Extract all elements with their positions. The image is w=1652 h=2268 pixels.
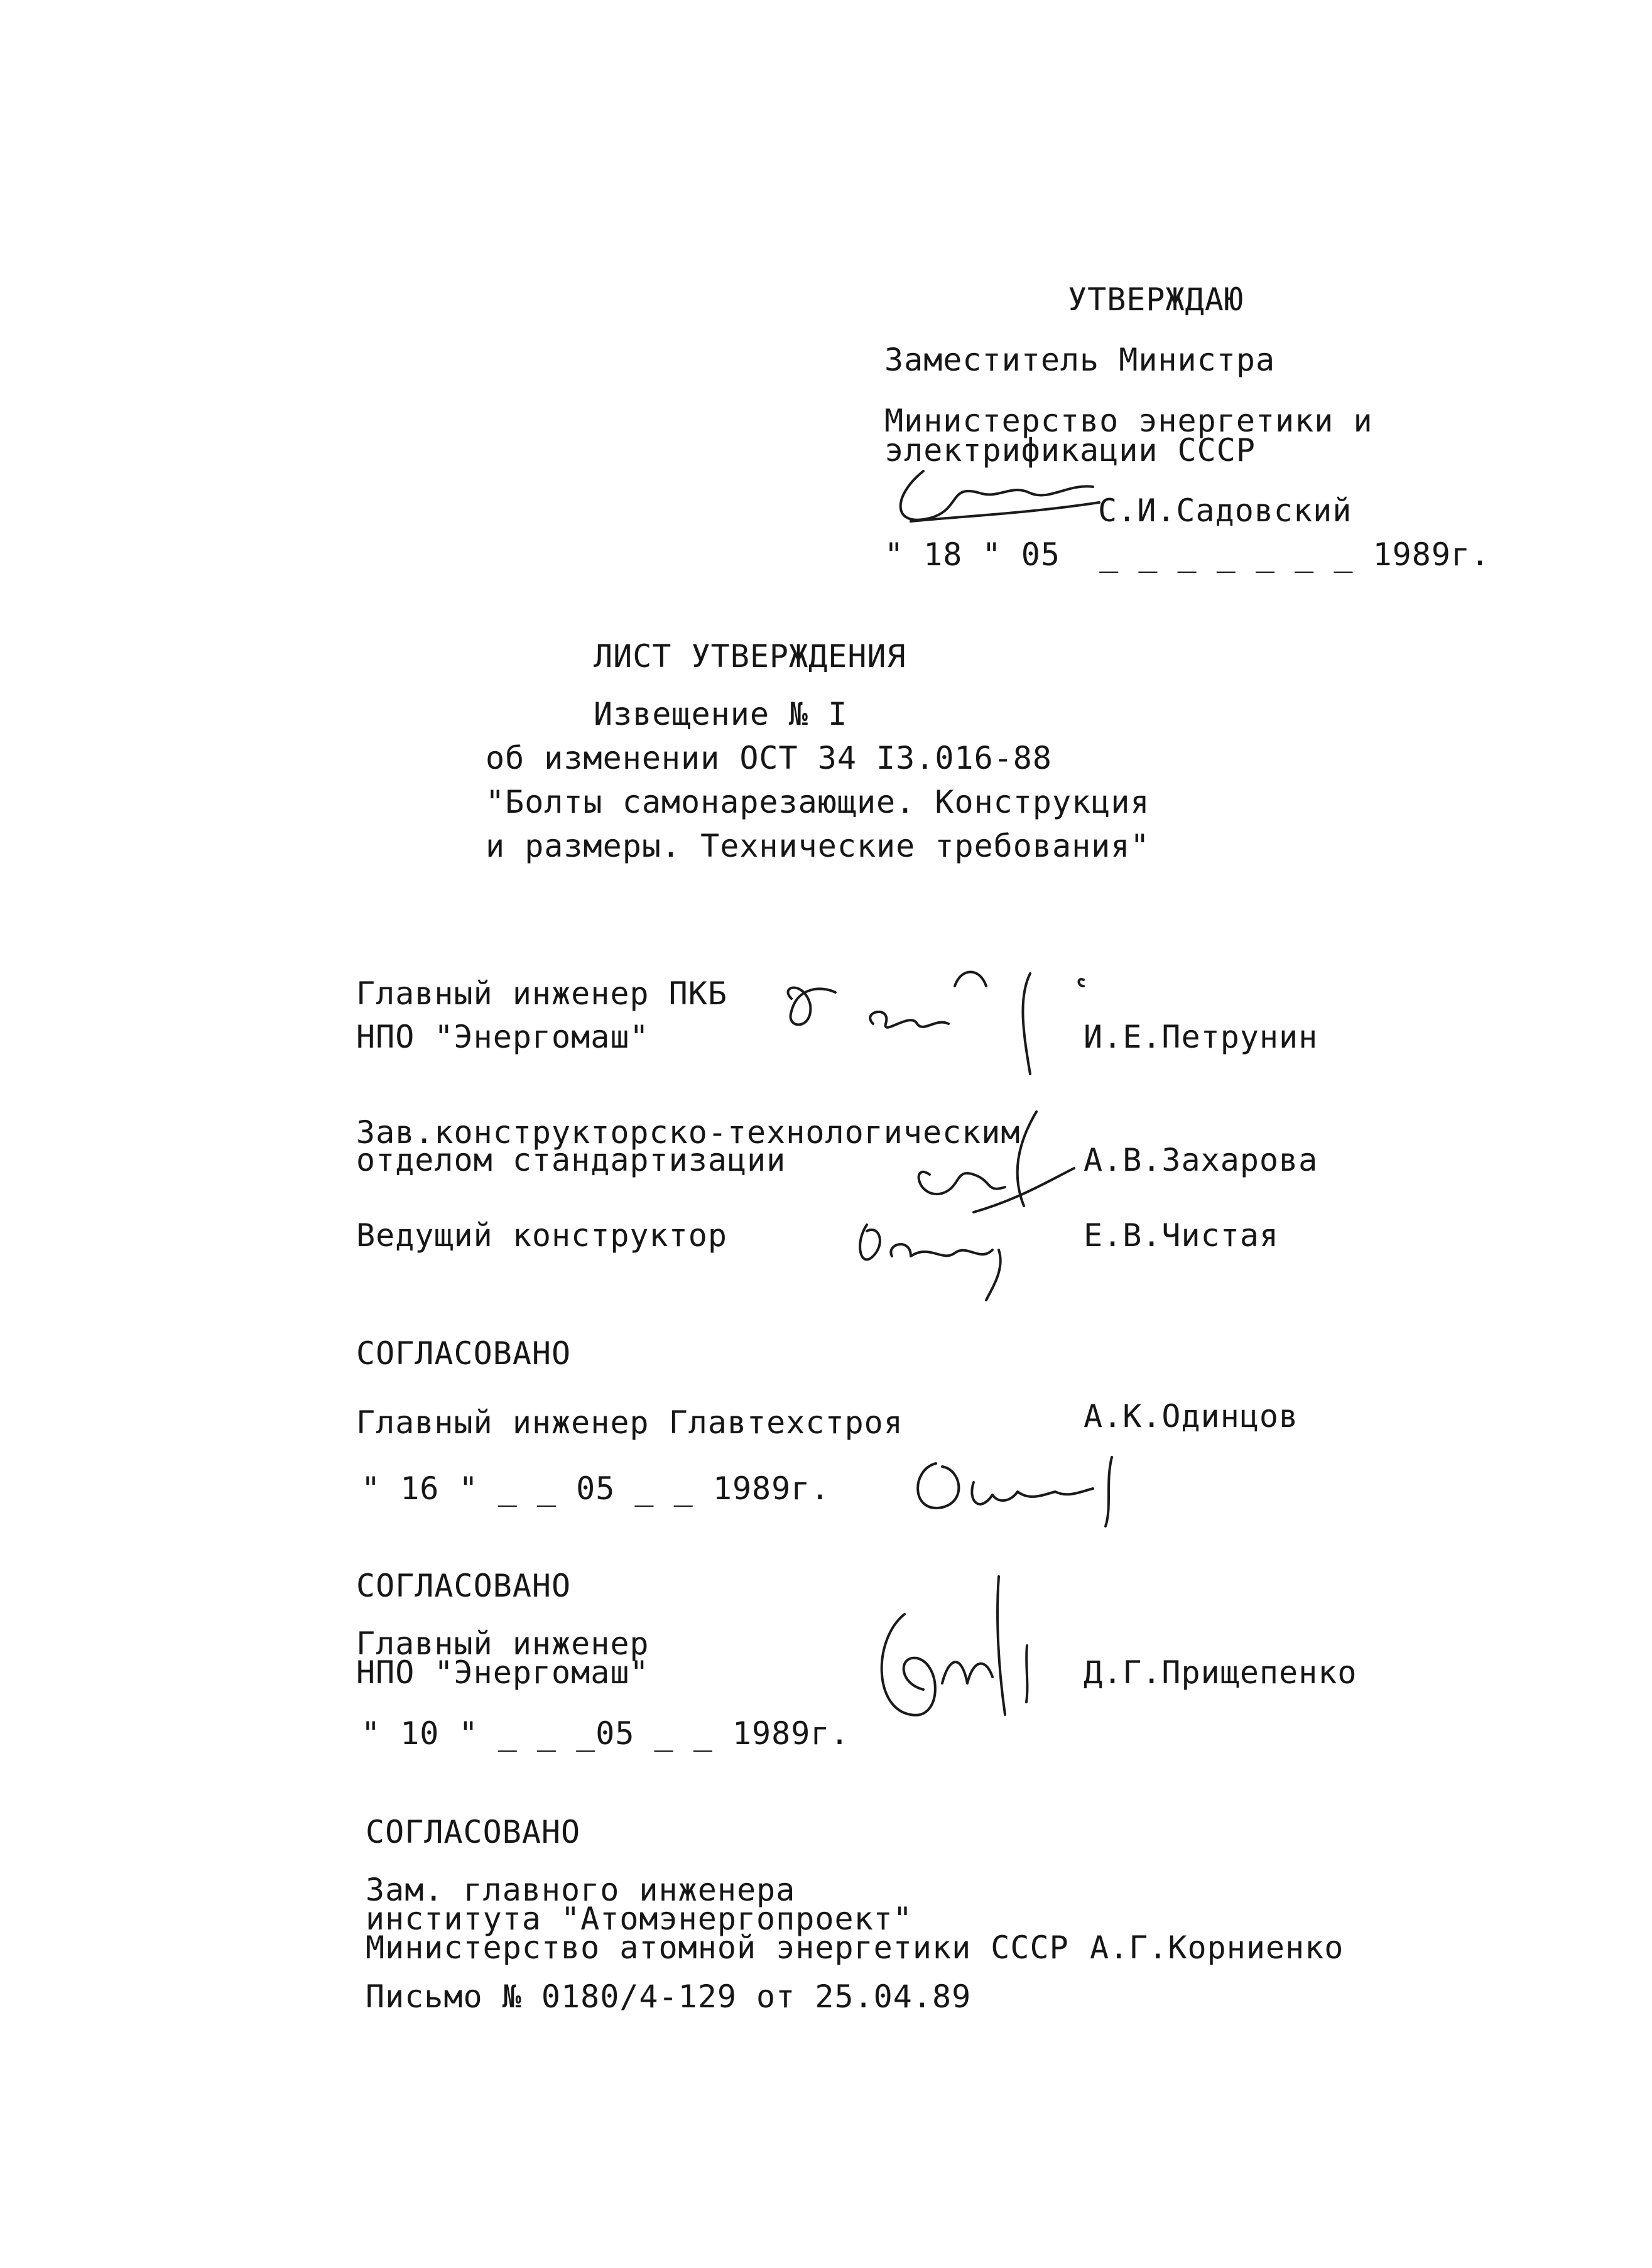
signatory-2-position-line1: Зав.конструкторско-технологическим [356,1114,1021,1151]
agreed-2-signature [861,1564,1049,1734]
signatory-1-name: И.Е.Петрунин [1084,1019,1318,1055]
approve-heading: УТВЕРЖДАЮ [1068,281,1244,318]
signatory-1-signature [766,948,1093,1087]
notice-line3: и размеры. Технические требования" [486,828,1150,864]
sheet-title: ЛИСТ УТВЕРЖДЕНИЯ [594,638,906,675]
agreed-2-heading: СОГЛАСОВАНО [356,1568,572,1604]
agreed-2-position-line2: НПО "Энергомаш" [356,1654,649,1691]
approval-date: " 18 " 05 _ _ _ _ _ _ _ 1989г. [884,536,1491,573]
signatory-3-position: Ведущий конструктор [356,1217,727,1254]
agreed-3-name: А.Г.Корниенко [1090,1929,1344,1966]
agreed-3-position-line3: Министерство атомной энергетики СССР [366,1929,1069,1966]
notice-number: Извещение № I [594,696,848,732]
agreed-1-date: " 16 " _ _ 05 _ _ 1989г. [361,1470,830,1507]
signatory-3-name: Е.В.Чистая [1084,1217,1280,1254]
agreed-3-letter: Письмо № 0180/4-129 от 25.04.89 [366,1978,972,2015]
approver-org-line2: электрификации СССР [884,432,1256,469]
signatory-2-position-line2: отделом стандартизации [356,1142,786,1178]
agreed-2-date: " 10 " _ _ _05 _ _ 1989г. [361,1715,850,1752]
notice-line1: об изменении ОСТ 34 I3.016-88 [486,740,1052,776]
approver-org-line1: Министерство энергетики и [884,403,1373,439]
agreed-1-heading: СОГЛАСОВАНО [356,1335,572,1372]
agreed-1-signature [905,1445,1143,1545]
notice-line2: "Болты самонарезающие. Конструкция [486,784,1150,820]
approver-name: С.И.Садовский [1098,492,1352,529]
agreed-1-name: А.К.Одинцов [1084,1398,1299,1435]
approver-position: Заместитель Министра [884,342,1276,378]
agreed-3-position-line2: института "Атомэнергопроект" [366,1901,913,1937]
agreed-2-name: Д.Г.Прищепенко [1084,1654,1357,1691]
agreed-2-position-line1: Главный инженер [356,1625,649,1662]
agreed-1-position: Главный инженер Главтехстроя [356,1404,903,1441]
signatory-1-position-line1: Главный инженер ПКБ [356,975,727,1012]
agreed-3-position-line1: Зам. главного инженера [366,1872,796,1908]
signatory-1-position-line2: НПО "Энергомаш" [356,1019,649,1055]
signatory-2-name: А.В.Захарова [1084,1142,1318,1178]
signatory-3-signature [848,1200,1024,1306]
approver-signature [886,458,1124,534]
agreed-3-heading: СОГЛАСОВАНО [366,1814,581,1850]
